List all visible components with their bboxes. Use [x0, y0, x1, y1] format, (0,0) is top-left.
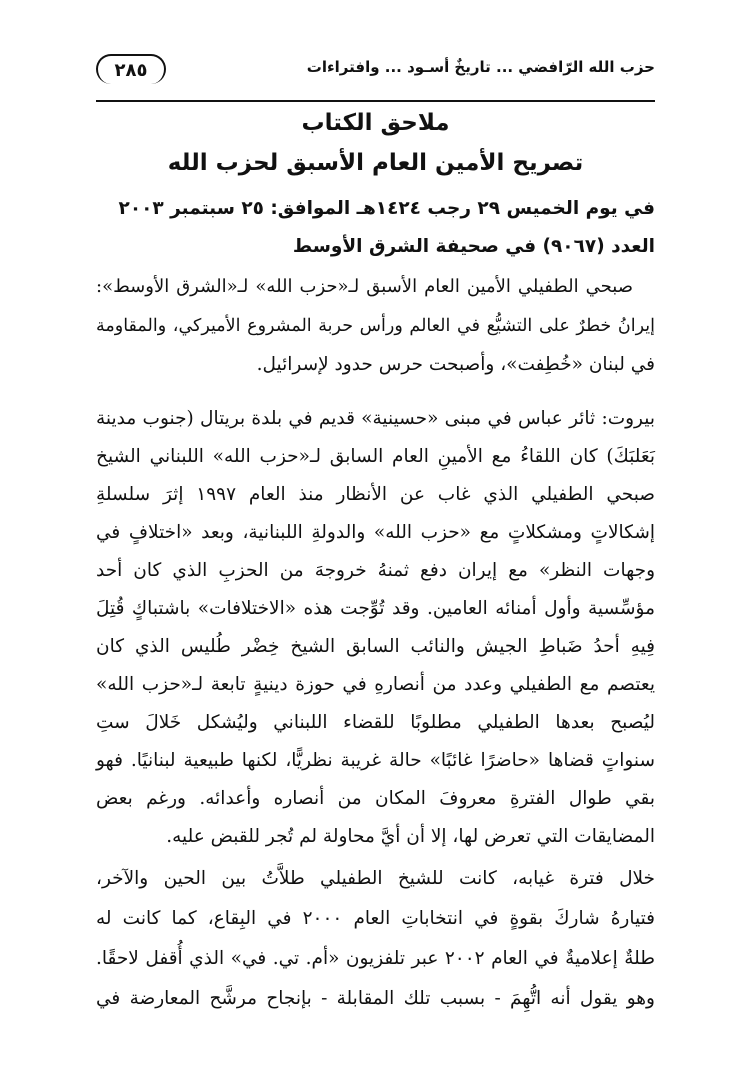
body-line: المضايقات التي تعرض لها، إلا أن أيَّ محاولة لم تُجر للقبض عليه.	[166, 826, 655, 847]
body-line: فِيهِ أحدُ ضَباطِ الجيش والنائب السابق الشيخ خِضْر طُليس الذي كان	[96, 636, 655, 657]
body-line: ليُصبح بعدها الطفيلي مطلوبًا للقضاء اللبناني وليُشكل خَلالَ ستِ	[96, 712, 655, 733]
date-line: في يوم الخميس ٢٩ رجب ١٤٢٤هـ الموافق: ٢٥ سبتمبر ٢٠٠٣	[118, 198, 655, 219]
body-line: طلةٌ إعلاميةٌ في العام ٢٠٠٢ عبر تلفزيون «أم. تي. في» الذي أُقفل لاحقًا.	[96, 948, 655, 969]
body-line: إيرانُ خطرٌ على التشيُّع في العالم ورأس حربة المشروع الأميركي، والمقاومة	[96, 316, 655, 336]
page-number: ٢٨٥	[96, 54, 166, 84]
body-line: صبحي الطفيلي الذي غاب عن الأنظار منذ العام ١٩٩٧ إثرَ سلسلةِ	[96, 484, 655, 505]
body-line: خلال فترة غيابه، كانت للشيخ الطفيلي طلاَّتُ بين الحين والآخر،	[96, 868, 655, 889]
body-line: وهو يقول أنه اتُّهِمَ - بسبب تلك المقابلة - بإنجاح مرشَّح المعارضة في	[96, 988, 655, 1009]
source-line: العدد (٩٠٦٧) في صحيفة الشرق الأوسط	[292, 236, 655, 257]
body-line: صبحي الطفيلي الأمين العام الأسبق لـ«حزب الله» لـ«الشرق الأوسط»:	[96, 276, 633, 297]
body-line: بيروت: ثائر عباس في مبنى «حسينية» قديم في بلدة بريتال (جنوب مدينة	[96, 408, 655, 429]
page-header	[96, 50, 655, 102]
running-title: حزب الله الرّافضي ... تاريخٌ أسـود ... وافتراءات	[306, 58, 655, 76]
document-title: تصريح الأمين العام الأسبق لحزب الله	[167, 150, 584, 176]
body-line: بقي طوال الفترةِ معروفَ المكان من أنصاره وأعدائه. ورغم بعض	[96, 788, 655, 809]
body-line: فتيارهُ شاركَ بقوةٍ في انتخاباتِ العام ٢٠٠٠ في البِقاع، كما كانت له	[96, 908, 656, 929]
body-line: في لبنان «خُطِفت»، وأصبحت حرس حدود لإسرائيل.	[256, 354, 655, 375]
section-title: ملاحق الكتاب	[301, 110, 450, 136]
body-line: بَعَلبَكَ) كان اللقاءُ مع الأمينِ العام السابق لـ«حزب الله» اللبناني الشيخ	[96, 446, 655, 467]
body-line: إشكالاتٍ ومشكلاتٍ مع «حزب الله» والدولةِ اللبنانية، وبعد «اختلافٍ في	[96, 522, 655, 543]
body-line: سنواتٍ قضاها «حاضرًا غائبًا» حالة غريبة نظريًّا، لكنها طبيعية لبنانيًا. فهو	[96, 750, 655, 771]
body-line: وجهات النظر» مع إيران دفع ثمنهُ خروجهَ من الحزبِ الذي كان أحد	[96, 560, 655, 581]
body-line: يعتصم مع الطفيلي وعدد من أنصارهِ في حوزة دينيةٍ تابعة لـ«حزب الله»	[96, 674, 655, 695]
body-line: مؤسِّسية وأول أمنائه العامين. وقد تُوِّجت هذه «الاختلافات» باشتباكٍ قُتِلَ	[96, 598, 655, 619]
